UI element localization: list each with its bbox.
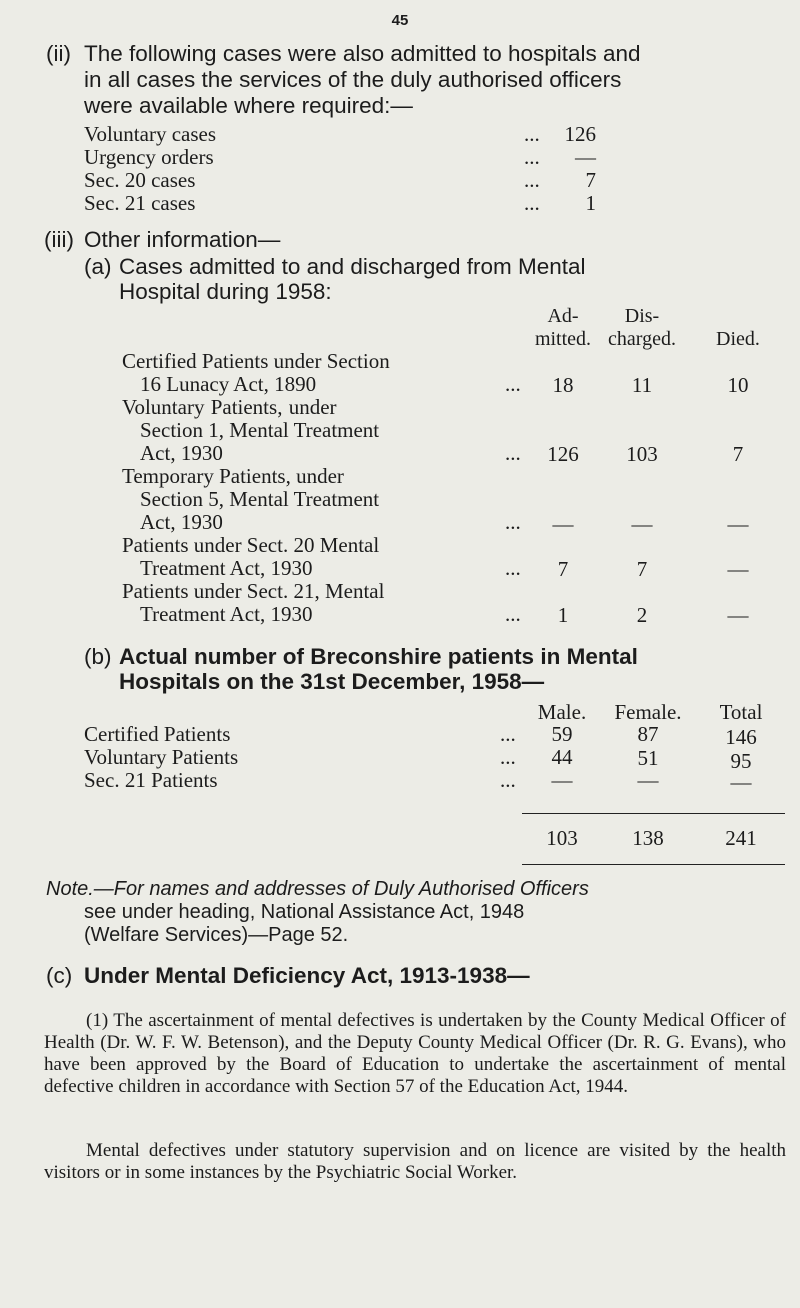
- discharged-cell: 2: [636, 603, 648, 627]
- admitted-cell: —: [552, 512, 574, 536]
- section-ii-intro-line-2: in all cases the services of the duly authorised officers: [84, 67, 622, 92]
- total-cell: 95: [730, 749, 752, 773]
- row-label-line: Act, 1930: [140, 510, 223, 534]
- row-label: Voluntary Patients: [84, 745, 239, 769]
- female-cell: 87: [637, 722, 659, 746]
- section-iii-title: Other information—: [84, 227, 281, 252]
- leader-dots: ...: [505, 510, 521, 534]
- subsection-a-label: (a): [84, 254, 112, 279]
- male-cell: —: [551, 768, 573, 792]
- row-label-line: Voluntary Patients, under: [122, 395, 337, 419]
- admitted-cell: 7: [557, 557, 569, 581]
- list-item-value: 7: [585, 168, 596, 192]
- grand-total: 241: [725, 826, 757, 850]
- note-line-3: (Welfare Services)—Page 52.: [84, 924, 349, 946]
- subsection-c-label: (c): [46, 963, 73, 988]
- row-label-line: Treatment Act, 1930: [140, 602, 313, 626]
- row-label-line: Act, 1930: [140, 441, 223, 465]
- leader-dots: ...: [524, 191, 540, 215]
- note-line-2: see under heading, National Assistance Act, 1948: [84, 901, 525, 923]
- totals-rule-top: [522, 813, 785, 814]
- subsection-c-heading: Under Mental Deficiency Act, 1913-1938—: [84, 963, 530, 988]
- leader-dots: ...: [505, 372, 521, 396]
- row-label-line: Patients under Sect. 21, Mental: [122, 579, 385, 603]
- female-cell: —: [637, 768, 659, 792]
- row-label-line: Temporary Patients, under: [122, 464, 344, 488]
- subsection-b-label: (b): [84, 644, 112, 669]
- admitted-cell: 126: [547, 442, 579, 466]
- leader-dots: ...: [505, 441, 521, 465]
- total-cell: —: [730, 770, 752, 794]
- subsection-c-paragraph-1: (1) The ascertainment of mental defectives is undertaken by the County Medical Officer of Health (Dr. W. F. W. Betenson), and the Deputy County Medical Officer (Dr. R. G. Evans), who have been approved by the Board of Education to undertake the ascertainment of mental defective children in accordance with Section 57 of the Education Act, 1944.: [44, 1010, 786, 1097]
- discharged-cell: —: [631, 512, 653, 536]
- col-header-male: Male.: [537, 700, 587, 724]
- died-cell: —: [727, 512, 749, 536]
- subsection-c-paragraph-2: Mental defectives under statutory supervision and on licence are visited by the health visitors or in some instances by the Psychiatric Social Worker.: [44, 1140, 786, 1183]
- died-cell: —: [727, 603, 749, 627]
- col-header-female: Female.: [614, 700, 682, 724]
- subsection-a-heading-line-2: Hospital during 1958:: [119, 279, 332, 304]
- row-label-line: Certified Patients under Section: [122, 349, 390, 373]
- col-header-admitted-top: Ad-: [547, 305, 579, 327]
- total-cell: 146: [725, 725, 757, 749]
- male-cell: 59: [551, 722, 573, 746]
- list-item-label: Sec. 21 cases: [84, 191, 196, 215]
- row-label: Certified Patients: [84, 722, 231, 746]
- row-label-line: Patients under Sect. 20 Mental: [122, 533, 380, 557]
- leader-dots: ...: [500, 722, 516, 746]
- subsection-b-heading-line-2: Hospitals on the 31st December, 1958—: [119, 669, 545, 694]
- leader-dots: ...: [505, 602, 521, 626]
- row-label-line: Section 1, Mental Treatment: [140, 418, 380, 442]
- died-cell: —: [727, 557, 749, 581]
- col-header-total: Total: [719, 700, 763, 724]
- col-header-admitted-bottom: mitted.: [534, 328, 592, 350]
- list-item-value: 1: [585, 191, 596, 215]
- died-cell: 7: [732, 442, 744, 466]
- subsection-a-heading-line-1: Cases admitted to and discharged from Mental: [119, 254, 586, 279]
- discharged-cell: 103: [626, 442, 658, 466]
- section-ii-intro-line-3: were available where required:—: [84, 93, 413, 118]
- discharged-cell: 11: [631, 373, 653, 397]
- row-label-line: Treatment Act, 1930: [140, 556, 313, 580]
- list-item-label: Voluntary cases: [84, 122, 216, 146]
- leader-dots: ...: [524, 145, 540, 169]
- subsection-b-heading-line-1: Actual number of Breconshire patients in Mental: [119, 644, 638, 669]
- leader-dots: ...: [524, 168, 540, 192]
- totals-rule-bottom: [522, 864, 785, 865]
- section-ii-label: (ii): [46, 41, 71, 66]
- list-item-value: —: [575, 145, 596, 169]
- list-item-label: Urgency orders: [84, 145, 214, 169]
- list-item-value: 126: [564, 122, 596, 146]
- col-header-died: Died.: [716, 328, 760, 350]
- row-label-line: Section 5, Mental Treatment: [140, 487, 380, 511]
- discharged-cell: 7: [636, 557, 648, 581]
- section-iii-label: (iii): [44, 227, 74, 252]
- col-header-discharged-top: Dis-: [624, 305, 660, 327]
- page-number: 45: [391, 12, 409, 29]
- died-cell: 10: [727, 373, 749, 397]
- leader-dots: ...: [505, 556, 521, 580]
- male-total: 103: [546, 826, 578, 850]
- row-label-line: 16 Lunacy Act, 1890: [140, 372, 317, 396]
- admitted-cell: 1: [557, 603, 569, 627]
- note-line-1: Note.—For names and addresses of Duly Authorised Officers: [46, 878, 589, 900]
- admitted-cell: 18: [552, 373, 574, 397]
- list-item-label: Sec. 20 cases: [84, 168, 196, 192]
- leader-dots: ...: [500, 745, 516, 769]
- row-label: Sec. 21 Patients: [84, 768, 218, 792]
- female-cell: 51: [637, 746, 659, 770]
- col-header-discharged-bottom: charged.: [608, 328, 676, 350]
- male-cell: 44: [551, 745, 573, 769]
- leader-dots: ...: [524, 122, 540, 146]
- female-total: 138: [632, 826, 664, 850]
- leader-dots: ...: [500, 768, 516, 792]
- section-ii-intro-line-1: The following cases were also admitted to hospitals and: [84, 41, 641, 66]
